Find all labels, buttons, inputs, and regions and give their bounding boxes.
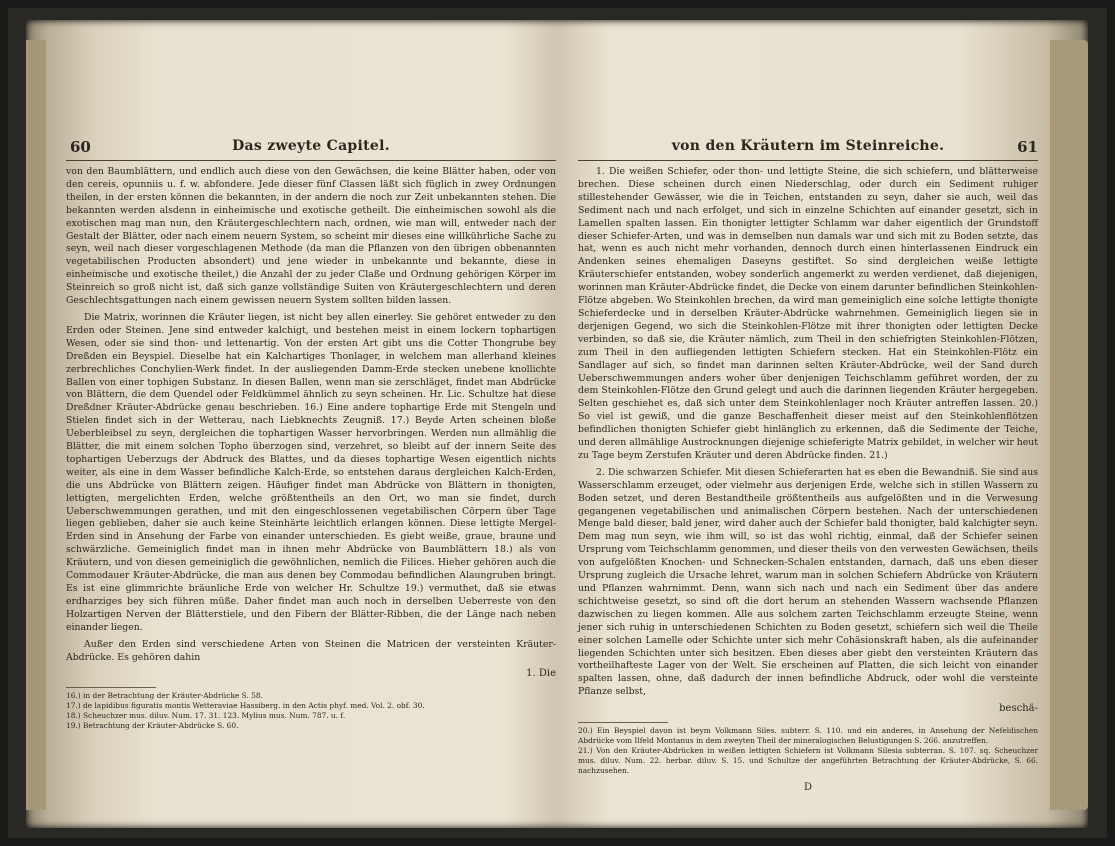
paragraph: Die Matrix, worinnen die Kräuter liegen, ist nicht bey allen einerley. Sie gehöret entweder zu den Erden oder Steinen. Jene sind entweder kalchigt, und bestehen meist in einem lockern tophartigen Wesen, oder sie sind thon- und lettenartig. Von der ersten Art gibt uns die Cotter Thongrube bey Dreßden ein Beyspiel. Dieselbe hat ein Kalchartiges Thonlager, in welchem man allerhand kleines zerbrechliches Conchylien-Werk findet. In der ausliegenden Damm-Erde stecken unebene knollichte Ballen von einer tophigen Substanz. In diesen Ballen, wenn man sie zerschläget, findet man Abdrücke von Blättern, die dem Quendel oder Feldkümmel ähnlich zu seyn scheinen. Hr. Lic. Schultze hat diese Dreßdner Kräuter-Abdrücke genau beschrieben. 16.) Eine andere tophartige Erde mit Stengeln und Stielen findet sich in der Wetterau, nach Liebknechts Zeugniß. 17.) Beyde Arten scheinen bloße Ueberbleibsel zu seyn, dergleichen die tophartigen Wasser hervorbringen. Werden nun allmählig die Blätter, die mit einem solchen Topho überzogen sind, verzehret, so bleibt auf der innern Seite des tophartigen Ueberzugs der Abdruck des Blattes, und da dieses tophartige Wesen eigentlich nichts weiter, als eine in dem Wasser befindliche Kalch-Erde, so entstehen daraus dergleichen Kalch-Erden, die uns Abdrücke von Blättern zeigen. Häufiger findet man Abdrücke von Blättern in thonigten, lettigten, mergelichten Erden, welche größtentheils an den Ort, wo man sie findet, durch Ueberschwemmungen gerathen, und mit den eingeschlossenen vegetabilischen Cörpern über Tage liegen geblieben, daher sie auch keine Steinhärte leichtlich erlangen können. Diese lettigte Mergel-Erden sind in Ansehung der Farbe von einander unterschieden. Es giebt weiße, graue, braune und schwärzliche. Gemeiniglich findet man in ihnen mehr Abdrücke von Baumblättern 18.) als von Kräutern, und von diesen gemeiniglich die gewöhnlichen, nemlich die Filices. Hieher gehören auch die Commodauer Kräuter-Abdrücke, die man aus denen bey Commodau befindlichen Alaungruben bringt. Es ist eine glimmrichte bräunliche Erde von welcher Hr. Schultze 19.) vermuthet, daß sie etwas erdharziges bey sich führen müße. Daher findet man auch noch in derselben Ueberreste von den Holzartigen Nerven der Blätterstiele, und den Fibern der Blätter-Ribben, die der Länge nach neben einander liegen. [66,311,556,633]
header-rule [578,160,1038,161]
right-page-header [578,138,1038,160]
paragraph: 2. Die schwarzen Schiefer. Mit diesen Schieferarten hat es eben die Bewandniß. Sie sind aus Wasserschlamm erzeuget, oder vielmehr aus derjenigen Erde, welche sich in stillen Wassern zu Boden setzet, und deren Bestandtheile größtentheils aus aufgelößten und in die Verwesung gegangenen vegetabilischen und animalischen Cörpern bestehen. Nach der unterschiedenen Menge bald dieser, bald jener, wird daher auch der Schiefer bald thonigter, bald kalchigter seyn. Dem mag nun seyn, wie ihm will, so ist das wohl richtig, einmal, daß der Schiefer seinen Ursprung vom Teichschlamm genommen, und dieser theils von den verwesten Gewächsen, theils von aufgelößten Knochen- und Schnecken-Schalen entstanden, darnach, daß uns eben dieser Ursprung zugleich die Ursache lehret, warum man in solchen Schiefern Abdrücke von Kräutern und Pflanzen wahrnimmt. Denn, wann sich nach und nach ein Sediment über das andere schichtweise gesetzt, so sind oft die dort herum an stehenden Wassern wachsende Pflanzen dazwischen zu liegen kommen. Alle aus solchem zarten Teichschlamm erzeugte Steine, wenn jener sich ruhig in unterschiedenen Schichten zu Boden gesetzt, schiefern sich weil die Theile einer solchen Lamelle oder Schichte unter sich mehr Cohäsionskraft haben, als die aufeinander liegenden Schichten unter sich besitzen. Eben dieses aber giebt den versteinten Kräutern das vortheilhafteste Lager von der Welt. Sie erscheinen auf Platten, die sich leicht von einander spalten lassen, ohne, daß dadurch der innen befindliche Abdruck, oder wohl die versteinte Pflanze selbst, [578,466,1038,698]
footnote: 18.) Scheuchzer mus. diluv. Num. 17. 31. 123. Mylius mus. Num. 787. u. f. [66,711,346,721]
footnote: 19.) Betrachtung der Kräuter-Abdrücke S. 60. [66,721,239,731]
footnotes [66,691,556,731]
book-edge-right [1050,40,1088,810]
footnote-rule [578,722,668,723]
header-rule [66,160,556,161]
footnote: 20.) Ein Beyspiel davon ist beym Volkmann Siles. subterr. S. 110. und ein anderes, in Ansehung der Nefeldischen Abdrücke vom Ilfeld Montanus in dem zweyten Theil der mineralogischen Belustigungen S. 266. anzutreffen. [578,726,1038,746]
signature-mark: D [803,782,813,794]
catchword: beschä- [999,703,1038,715]
running-head: von den Kräutern im Steinreiche. [671,138,945,154]
footnote: 17.) de lapidibus figuratis montis Wetteraviae Hassiberg. in den Actis phyf. med. Vol. 2. obf. 30. [66,701,425,711]
book-spread [26,20,1088,828]
left-page-body [66,166,556,731]
paragraph: Außer den Erden sind verschiedene Arten von Steinen die Matricen der versteinten Kräuter-Abdrücke. Es gehören dahin [66,638,556,663]
page-number: 60 [70,138,91,156]
left-page [66,20,556,828]
footnotes [578,726,1038,776]
page-number: 61 [1017,138,1038,156]
running-head: Das zweyte Capitel. [232,138,390,154]
footnote-rule [66,687,156,688]
paragraph: 1. Die weißen Schiefer, oder thon- und lettigte Steine, die sich schiefern, und blätterweise brechen. Diese scheinen durch einen Niederschlag, oder durch ein Sediment ruhiger stillestehender Gewässer, wie die in Teichen, entstanden zu seyn, daher sie auch, weil das Sediment nach und nach erfolget, und sich in einzelne Schichten auf einander gesetzt, sich in Lamellen spalten lassen. Ein thonigter lettigter Schlamm war daher eigentlich der Grundstoff dieser Schiefer-Arten, und was in demselben nun damals war und sich mit zu Boden setzte, das hat, wenn es auch nicht mehr vorhanden, dennoch durch einen hinterlassenen Eindruck ein Andenken seines ehemaligen Daseyns gestiftet. So sind dergleichen weiße lettigte Kräuterschiefer entstanden, wobey sonderlich angemerkt zu werden verdienet, daß diejenigen, worinnen man Kräuter-Abdrücke findet, die Decke von einem darunter befindlichen Steinkohlen-Flötze abgeben. Wo Steinkohlen brechen, da wird man gemeiniglich eine solche lettigte thonigte Schieferdecke und in derselben Kräuter-Abdrücke wahrnehmen. Gemeiniglich liegen sie in derjenigen Gegend, wo sich die Steinkohlen-Flötze mit ihrer thonigten oder lettigten Decke verbinden, so daß sie, die Kräuter nämlich, zum Theil in den schiefrigten Steinkohlen-Flötzen, zum Theil in den aufliegenden lettigten Schiefern stecken. Hat ein Steinkohlen-Flötz ein Sandlager auf sich, so findet man darinnen selten Kräuter-Abdrücke, weil der Sand durch Ueberschwemmungen anders woher über denjenigen Teichschlamm geführet worden, der zu dem Steinkohlen-Flötze den Grund gelegt und auch die darinnen liegenden Kräuter hergegeben. Selten geschiehet es, daß sich unter dem Steinkohlenlager noch Kräuter antreffen lassen. 20.) So viel ist gewiß, und die ganze Beschaffenheit dieser meist auf den Steinkohlenflötzen befindlichen thonigten Schiefer giebt hinlänglich zu erkennen, daß die Sedimente der Teiche, und deren allmählige Austrocknungen diejenige schieferigte Matrix gebildet, in welcher wir heut zu Tage beym Zerstufen Kräuter und deren Abdrücke finden. 21.) [578,166,1038,461]
left-page-header [66,138,556,160]
catchword: 1. Die [526,668,556,680]
book-edge-left [26,40,46,810]
scan-viewer [8,8,1107,838]
footnote: 21.) Von den Kräuter-Abdrücken in weißen lettigten Schiefern ist Volkmann Silesia subterran. S. 107. sq. Scheuchzer mus. diluv. Num. 22. herbar. diluv. S. 15. und Schultze der angeführten Betrachtung der Kräuter-Abdrücke, S. 66. nachzusehen. [578,746,1038,776]
right-page [578,20,1038,828]
footnote: 16.) in der Betrachtung der Kräuter-Abdrücke S. 58. [66,691,263,701]
paragraph: von den Baumblättern, und endlich auch diese von den Gewächsen, die keine Blätter haben, oder von den cereis, opunniis u. f. w. abfondere. Jede dieser fünf Classen läßt sich füglich in zwey Ordnungen theilen, in der ersten können die bekannten, in der andern die noch zur Zeit unbekannten stehen. Die bekannten werden alsdenn in einheimische und exotische getheilt. Die einheimischen sowohl als die exotischen mag man nun, den Kräutergeschlechtern nach, ordnen, wie man will, entweder nach der Gestalt der Blätter, oder nach einem neuern System, so scheint mir dieses eine willkührliche Sache zu seyn, weil nach dieser vorgeschlagenen Methode (da man die Pflanzen von den übrigen obbenannten vegetabilischen Producten absondert) und jene wieder in unbekannte und bekannte, diese in einheimische und exotische theilet,) die Anzahl der zu jeder Claße und Ordnung gehörigen Körper im Steinreich so groß nicht ist, daß sich ganze vollständige Suiten von Kräutergeschlechtern und deren Geschlechtsgattungen nach einem gewissen neuern System sollten bilden lassen. [66,166,556,307]
right-page-body [578,166,1038,795]
